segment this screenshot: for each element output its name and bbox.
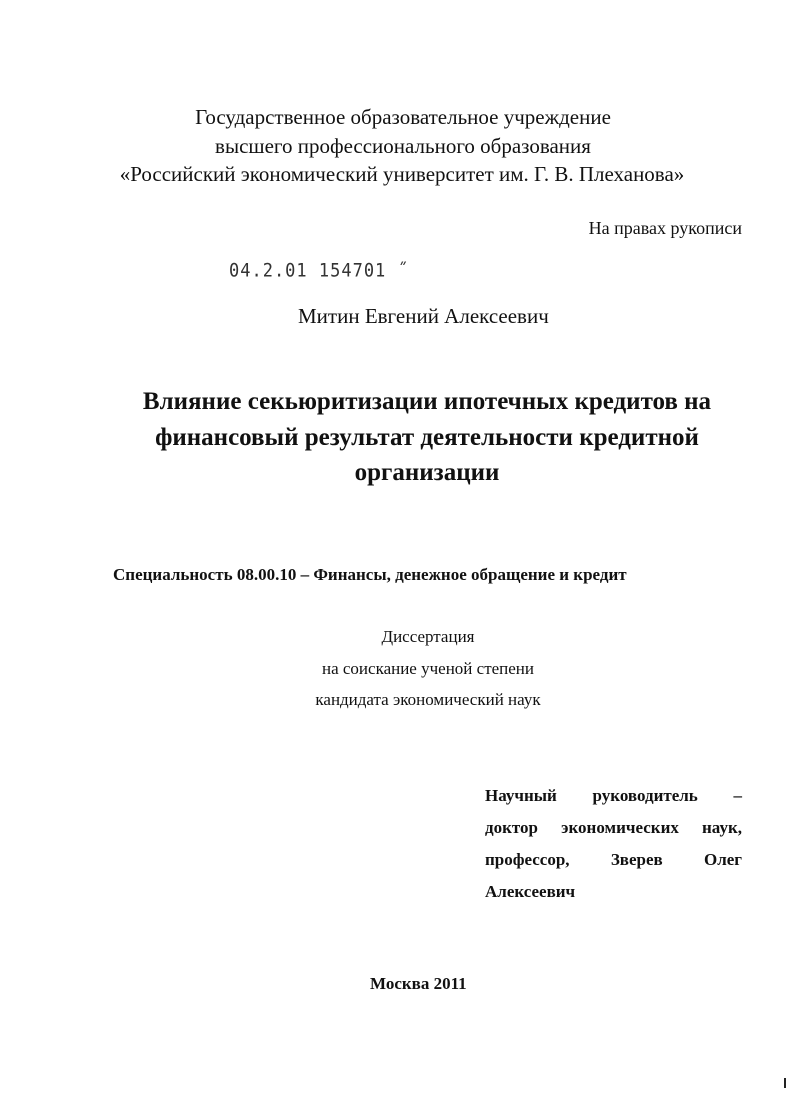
supervisor-line-1: Научный руководитель – (485, 786, 742, 805)
dissertation-label: Диссертация (381, 627, 475, 646)
title-line-1: Влияние секьюритизации ипотечных кредитов на (142, 388, 712, 415)
supervisor-line-2: доктор экономических наук, (485, 818, 742, 837)
degree-name-line: кандидата экономический наук (315, 690, 541, 709)
title-line-2: финансовый результат деятельности кредитной (155, 424, 699, 451)
author-name: Митин Евгений Алексеевич (298, 304, 549, 328)
city-year: Москва 2011 (370, 974, 467, 993)
supervisor-line-4: Алексеевич (485, 882, 576, 901)
degree-purpose-line: на соискание ученой степени (321, 659, 535, 678)
institution-line-2: высшего профессионального образования (215, 134, 591, 158)
manuscript-rights-note: На правах рукописи (588, 218, 742, 238)
specialty-line: Специальность 08.00.10 – Финансы, денежное обращение и кредит (113, 565, 627, 584)
registration-stamp: 04.2.01 154701 ˝ (229, 260, 409, 283)
scan-artifact-mark (784, 1078, 786, 1088)
supervisor-line-3: профессор, Зверев Олег (485, 850, 742, 869)
title-line-3: организации (354, 459, 500, 486)
institution-line-1: Государственное образовательное учреждение (195, 105, 611, 129)
institution-line-3: «Российский экономический университет им. Г. В. Плеханова» (119, 162, 685, 186)
